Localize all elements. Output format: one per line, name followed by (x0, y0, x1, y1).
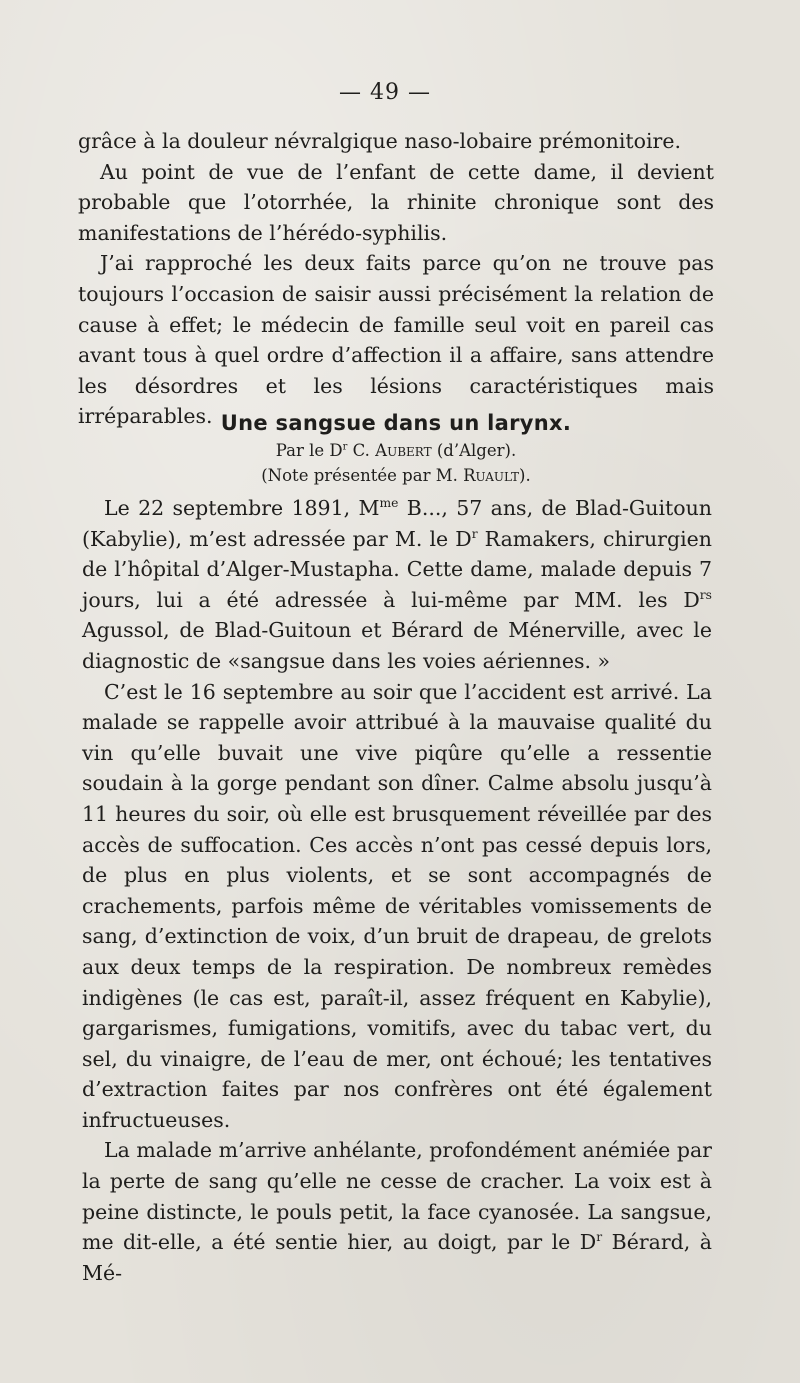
paragraph-arrival: La malade m’arrive anhélante, profondément anémiée par la perte de sang qu’elle ne cesse de cracher. La voix est à peine distincte, le pouls petit, la face cyanosée. La sangsue, me dit-elle, a été sentie hier, au doigt, par le $D^r$ Bérard, à Mé- (82, 1138, 712, 1285)
paragraph-rapprochement: J’ai rapproché les deux faits parce qu’on ne trouve pas toujours l’occasion de saisir aussi précisément la relation de cause à effet; le médecin de famille seul voit en pareil cas avant tous à quel ordre d’affection il a affaire, sans attendre les désordres et les lésions caractéristiques mais irréparables. (78, 251, 714, 429)
section-note: (Note présentée par M. Ruault). (261, 466, 531, 485)
presenter-name: Ruault (463, 466, 520, 485)
top-text-block (78, 126, 714, 432)
page-number: — 49 — (339, 80, 431, 105)
article-body (82, 493, 712, 1288)
paragraph-heredo-syphilis: Au point de vue de l’enfant de cette dame, il devient probable que l’otorrhée, la rhinite chronique sont des manifestations de l’hérédo-syphilis. (78, 159, 714, 245)
author-name: C. Aubert (347, 441, 432, 460)
section-byline: Par le $D^r$ C. Aubert (d’Alger). (275, 441, 517, 460)
section-header (78, 408, 714, 488)
paragraph-continuation: grâce à la douleur névralgique naso-lobaire prémonitoire. (78, 129, 681, 153)
paragraph-accident: C’est le 16 septembre au soir que l’accident est arrivé. La malade se rappelle avoir attribué à la mauvaise qualité du vin qu’elle buvait une vive piqûre qu’elle a ressentie soudain à la gorge pendant son dîner. Calme absolu jusqu’à 11 heures du soir, où elle est brusquement réveillée par des accès de suffocation. Ces accès n’ont pas cessé depuis lors, de plus en plus violents, et se sont accompagnés de crachements, parfois même de véritables vomissements de sang, d’extinction de voix, d’un bruit de drapeau, de grelots aux deux temps de la respiration. De nombreux remèdes indigènes (le cas est, paraît-il, assez fréquent en Kabylie), gargarismes, fumigations, vomitifs, avec du tabac vert, du sel, du vinaigre, de l’eau de mer, ont échoué; les tentatives d’extraction faites par nos confrères ont été également infructueuses. (82, 679, 712, 1132)
section-title: Une sangsue dans un larynx. (220, 411, 572, 435)
paragraph-case-intro: Le 22 septembre 1891, $M^{me}$ B..., 57 ans, de Blad-Guitoun (Kabylie), m’est adressée par M. le $D^r$ Ramakers, chirurgien de l’hôpital d’Alger-Mustapha. Cette dame, malade depuis 7 jours, lui a été adressée à lui-même par MM. les $D^{rs}$ Agussol, de Blad-Guitoun et Bérard de Ménerville, avec le diagnostic de «sangsue dans les voies aériennes. » (82, 496, 713, 673)
